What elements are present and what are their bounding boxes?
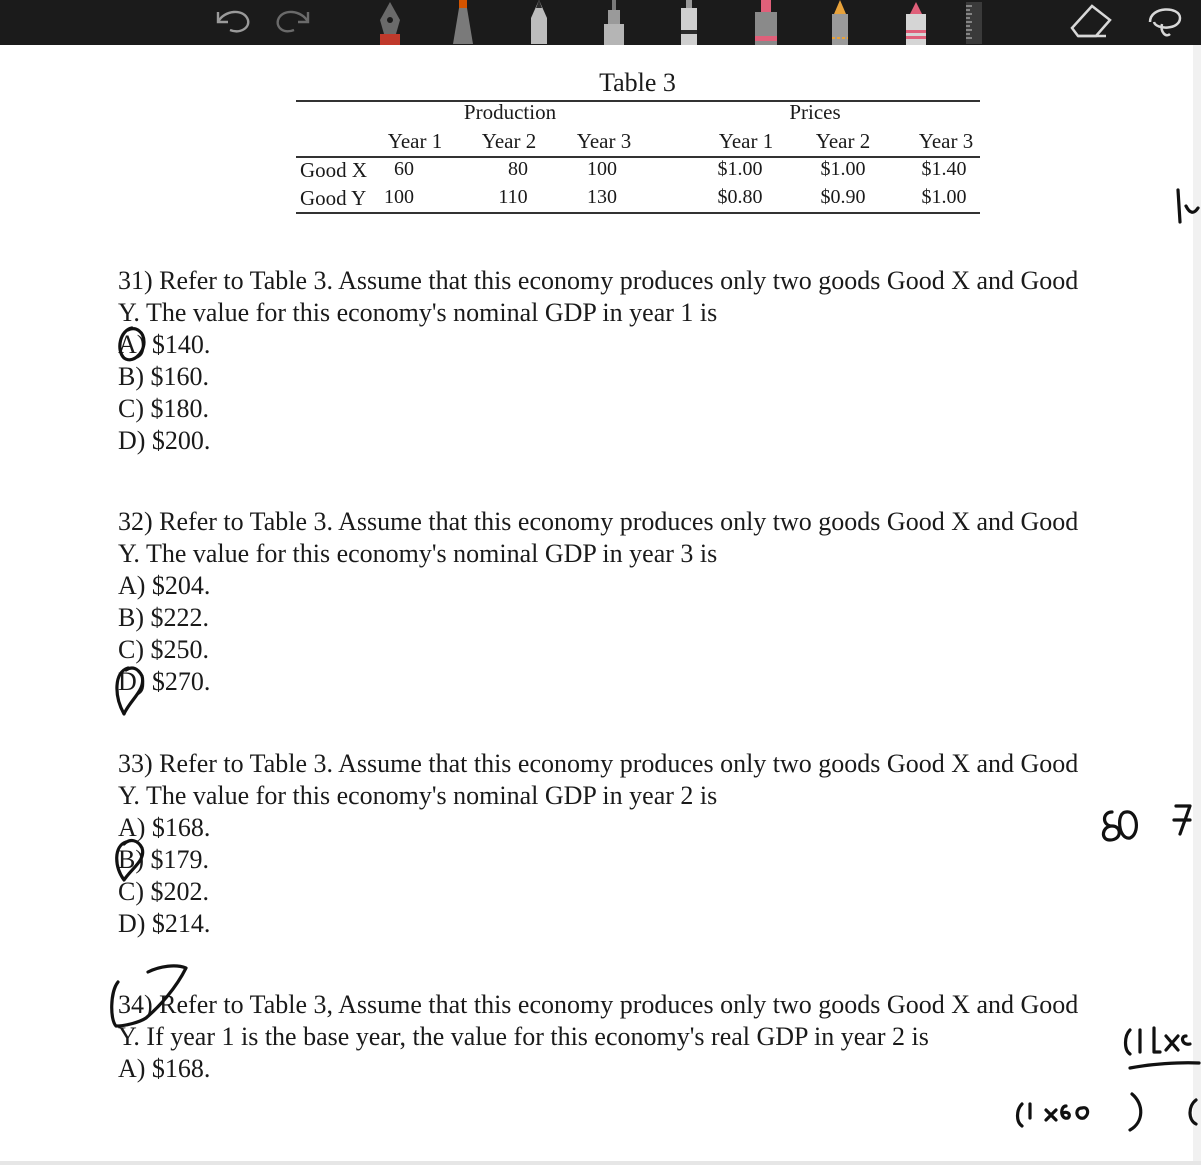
answer-option[interactable]: C) $202.: [118, 877, 209, 906]
table-cell: 130: [587, 186, 617, 208]
pencil-icon[interactable]: [525, 0, 553, 45]
question-stem: 32) Refer to Table 3. Assume that this economy produces only two goods Good X and Good: [118, 507, 1079, 536]
fountain-pen-icon[interactable]: [374, 0, 406, 45]
header-prices: Prices: [789, 100, 841, 124]
answer-option[interactable]: A) $168.: [118, 813, 211, 842]
table-cell: $1.40: [921, 158, 967, 180]
ink-note-fraction: [1126, 1028, 1191, 1054]
question-stem: Y. The value for this economy's nominal GDP in year 2 is: [118, 781, 718, 810]
question-stem: 31) Refer to Table 3. Assume that this economy produces only two goods Good X and Good: [118, 266, 1079, 295]
question-stem: 34) Refer to Table 3, Assume that this economy produces only two goods Good X and Good: [118, 990, 1079, 1019]
answer-option[interactable]: A) $204.: [118, 571, 211, 600]
answer-option[interactable]: B) $160.: [118, 362, 209, 391]
redo-icon[interactable]: [272, 2, 316, 36]
answer-option[interactable]: B) $179.: [118, 845, 209, 874]
question-stem: Y. If year 1 is the base year, the value for this economy's real GDP in year 2 is: [118, 1022, 929, 1051]
table-cell: $0.80: [717, 186, 763, 208]
row-label-good-x: Good X: [300, 158, 368, 182]
page-edge: [1193, 45, 1201, 1165]
lasso-icon[interactable]: [1140, 0, 1190, 45]
answer-option[interactable]: B) $222.: [118, 603, 209, 632]
dashed-pen-icon[interactable]: [900, 0, 932, 45]
table-rule-bottom: [296, 212, 980, 214]
question-34: [118, 989, 1078, 1085]
answer-option[interactable]: A) $140.: [118, 330, 211, 359]
table-cell: $1.00: [717, 158, 763, 180]
table-title: Table 3: [599, 68, 676, 97]
header-production: Production: [463, 100, 557, 124]
pen-toolbar: [0, 0, 1201, 45]
header-prod-year3: Year 3: [576, 129, 632, 153]
answer-option[interactable]: C) $180.: [118, 394, 209, 423]
question-33: [118, 748, 1078, 940]
header-price-year2: Year 2: [815, 129, 871, 153]
eraser-icon[interactable]: [1058, 0, 1120, 45]
table-cell: $1.00: [820, 158, 866, 180]
question-32: [118, 506, 1078, 698]
header-prod-year2: Year 2: [481, 129, 537, 153]
header-price-year3: Year 3: [918, 129, 974, 153]
answer-option[interactable]: C) $250.: [118, 635, 209, 664]
table-cell: $0.90: [820, 186, 866, 208]
answer-option[interactable]: D) $200.: [118, 426, 211, 455]
crayon-icon[interactable]: [826, 0, 854, 45]
ink-note-80: [1103, 812, 1136, 840]
question-stem: 33) Refer to Table 3. Assume that this economy produces only two goods Good X and Good: [118, 749, 1079, 778]
answer-option[interactable]: D) $214.: [118, 909, 211, 938]
table-cell: 100: [384, 186, 414, 208]
page-edge-bottom: [0, 1161, 1201, 1165]
undo-icon[interactable]: [210, 2, 254, 36]
table-cell: $1.00: [921, 186, 967, 208]
question-stem: Y. The value for this economy's nominal GDP in year 1 is: [118, 298, 718, 327]
table-cell: 60: [394, 158, 414, 180]
fineliner-icon[interactable]: [675, 0, 703, 45]
question-stem: Y. The value for this economy's nominal GDP in year 3 is: [118, 539, 718, 568]
marker-icon[interactable]: [449, 0, 477, 45]
header-price-year1: Year 1: [718, 129, 774, 153]
answer-option[interactable]: D) $270.: [118, 667, 211, 696]
ballpoint-icon[interactable]: [600, 0, 628, 45]
header-prod-year1: Year 1: [387, 129, 443, 153]
table-rule-top: [296, 100, 980, 102]
question-31: [118, 265, 1078, 457]
table-cell: 100: [587, 158, 617, 180]
row-label-good-y: Good Y: [300, 186, 367, 210]
table-cell: 110: [498, 186, 528, 208]
highlighter-icon[interactable]: [750, 0, 782, 45]
table-cell: 80: [508, 158, 528, 180]
answer-option[interactable]: A) $168.: [118, 1054, 211, 1083]
ruler-icon[interactable]: [958, 0, 988, 45]
